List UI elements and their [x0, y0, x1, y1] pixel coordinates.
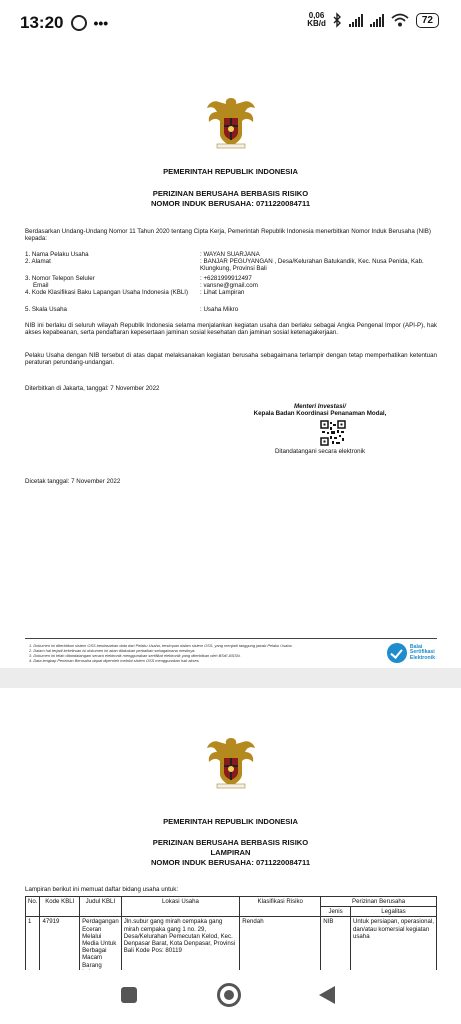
header-no: No.	[26, 897, 40, 917]
bsre-name-line: Elektronik	[409, 654, 435, 661]
header-jenis: Jenis	[321, 907, 351, 917]
document-footer	[25, 638, 437, 668]
footer-note: 4. Data lengkap Perizinan Berusaha dapat diperoleh melalui sistem OSS menggunakan hak akses.	[29, 658, 200, 663]
government-title: PEMERINTAH REPUBLIK INDONESIA	[163, 167, 298, 176]
header-klasifikasi: Klasifikasi Risiko	[240, 897, 321, 917]
signer-agency: Kepala Badan Koordinasi Penanaman Modal,	[253, 410, 387, 417]
attachment-intro: Lampiran berikut ini memuat daftar bidang usaha untuk:	[25, 886, 179, 893]
attachment-page	[0, 688, 461, 970]
nib-number: NOMOR INDUK BERUSAHA: 0711220084711	[150, 858, 311, 867]
kbli-table	[25, 896, 437, 978]
cell-no: 1	[26, 917, 40, 978]
field-value: : Usaha Mikro	[200, 306, 239, 313]
bluetooth-icon	[333, 13, 342, 27]
field-label: 3. Nomor Telepon Seluler	[25, 275, 95, 282]
footer-notes	[29, 643, 359, 663]
back-button[interactable]	[319, 986, 335, 1004]
header-legalitas: Legalitas	[350, 907, 436, 917]
bsre-logo	[387, 643, 435, 663]
nib-certificate-page	[0, 46, 461, 668]
field-label: 5. Skala Usaha	[25, 306, 67, 313]
garuda-emblem	[205, 734, 257, 790]
signal-icon-sim2	[370, 14, 384, 27]
nib-number: NOMOR INDUK BERUSAHA: 0711220084711	[150, 199, 311, 208]
field-value: : Lihat Lampiran	[200, 289, 245, 296]
cell-klasifikasi: Rendah	[240, 917, 321, 978]
speed-value: 0,06	[308, 11, 325, 20]
bsre-name	[410, 645, 435, 662]
battery-icon: 72	[416, 13, 439, 28]
status-bar	[0, 0, 461, 46]
signer-title: Menteri Investasi/	[294, 403, 346, 410]
header-kode: Kode KBLI	[40, 897, 80, 917]
cell-lokasi: Jln.subur gang mirah cempaka gang mirah cempaka gang 1 no. 29, Desa/Kelurahan Pemecutan Kelod, Kec. Denpasar Barat, Kota Denpasar, Provinsi Bali Kode Pos: 80119	[121, 917, 240, 978]
footer-note: 3. Dokumen ini telah ditandatangani secara elektronik menggunakan sertifikat elektronik yang diterbitkan oleh BSrE-BSSN.	[29, 653, 241, 658]
clock: 13:20	[20, 13, 64, 32]
cell-kode: 47919	[40, 917, 80, 978]
issued-date: Diterbitkan di Jakarta, tanggal: 7 November 2022	[25, 385, 160, 392]
field-value: : +6281999912497	[200, 275, 252, 282]
network-speed	[307, 12, 326, 28]
field-label: 4. Kode Klasifikasi Baku Lapangan Usaha Indonesia (KBLI)	[25, 289, 189, 296]
qr-code	[320, 420, 346, 446]
recent-apps-button[interactable]	[121, 987, 137, 1003]
e-signature-note: Ditandatangani secara elektronik	[274, 448, 366, 455]
whatsapp-icon	[71, 15, 87, 31]
header-judul: Judul KBLI	[80, 897, 122, 917]
bsre-name-line: Balai	[409, 643, 423, 650]
page-separator	[0, 668, 461, 688]
table-row	[26, 917, 437, 978]
speed-unit: KB/d	[307, 19, 326, 28]
bsre-check-icon	[387, 643, 407, 663]
field-label: Email	[33, 282, 49, 289]
navigation-bar	[0, 970, 461, 1024]
cell-judul: Perdagangan Eceran Melalui Media Untuk Berbagai Macam Barang	[80, 917, 122, 978]
activity-paragraph: Pelaku Usaha dengan NIB tersebut di atas dapat melaksanakan kegiatan berusaha sebagaimana terlampir dengan tetap memperhatikan ketentuan peraturan perundang-undangan.	[25, 352, 437, 367]
header-perizinan: Perizinan Berusaha	[321, 897, 437, 907]
field-label: 2. Alamat	[25, 258, 51, 265]
bsre-name-line: Sertifikasi	[409, 649, 435, 656]
field-value: : vansne@gmail.com	[200, 282, 258, 289]
field-value: : BANJAR PEGUYANGAN , Desa/Kelurahan Batukandik, Kec. Nusa Penida, Kab. Klungkung, Provinsi Bali	[200, 258, 424, 273]
cell-legalitas: Untuk persiapan, operasional, dan/atau komersial kegiatan usaha	[350, 917, 436, 978]
field-label: 1. Nama Pelaku Usaha	[25, 251, 89, 258]
cell-jenis: NIB	[321, 917, 351, 978]
document-title: PERIZINAN BERUSAHA BERBASIS RISIKO	[152, 189, 309, 198]
validity-paragraph: NIB ini berlaku di seluruh wilayah Republik Indonesia selama menjalankan kegiatan usaha dan berlaku sebagai Angka Pengenal Impor (API-P), hak akses kepabeanan, serta pendaftaran kepesertaan jaminan sosial kesehatan dan jaminan sosial ketenagakerjaan.	[25, 322, 437, 337]
government-title: PEMERINTAH REPUBLIK INDONESIA	[163, 817, 298, 826]
header-lokasi: Lokasi Usaha	[121, 897, 240, 917]
more-notifications-icon: •••	[93, 15, 109, 31]
wifi-icon	[391, 13, 409, 27]
home-button[interactable]	[217, 983, 241, 1007]
document-title: PERIZINAN BERUSAHA BERBASIS RISIKO	[152, 838, 309, 847]
footer-note: 2. Dalam hal terjadi kekeliruan isi dokumen ini akan dilakukan perbaikan sebagaimana mestinya.	[29, 648, 196, 653]
signal-icon-sim1	[349, 14, 363, 27]
footer-note: 1. Dokumen ini diterbitkan sistem OSS berdasarkan data dari Pelaku Usaha, tersimpan dalam sistem OSS, yang menjadi tanggung jawab Pelaku Usaha.	[29, 643, 293, 648]
intro-text: Berdasarkan Undang-Undang Nomor 11 Tahun 2020 tentang Cipta Kerja, Pemerintah Republik Indonesia menerbitkan Nomor Induk Berusaha (NIB) kepada:	[25, 228, 431, 243]
garuda-emblem	[205, 94, 257, 150]
table-header-row	[26, 897, 437, 907]
attachment-label: LAMPIRAN	[210, 848, 251, 857]
printed-date: Dicetak tanggal: 7 November 2022	[25, 478, 121, 485]
field-value: : WAYAN SUARJANA	[200, 251, 260, 258]
